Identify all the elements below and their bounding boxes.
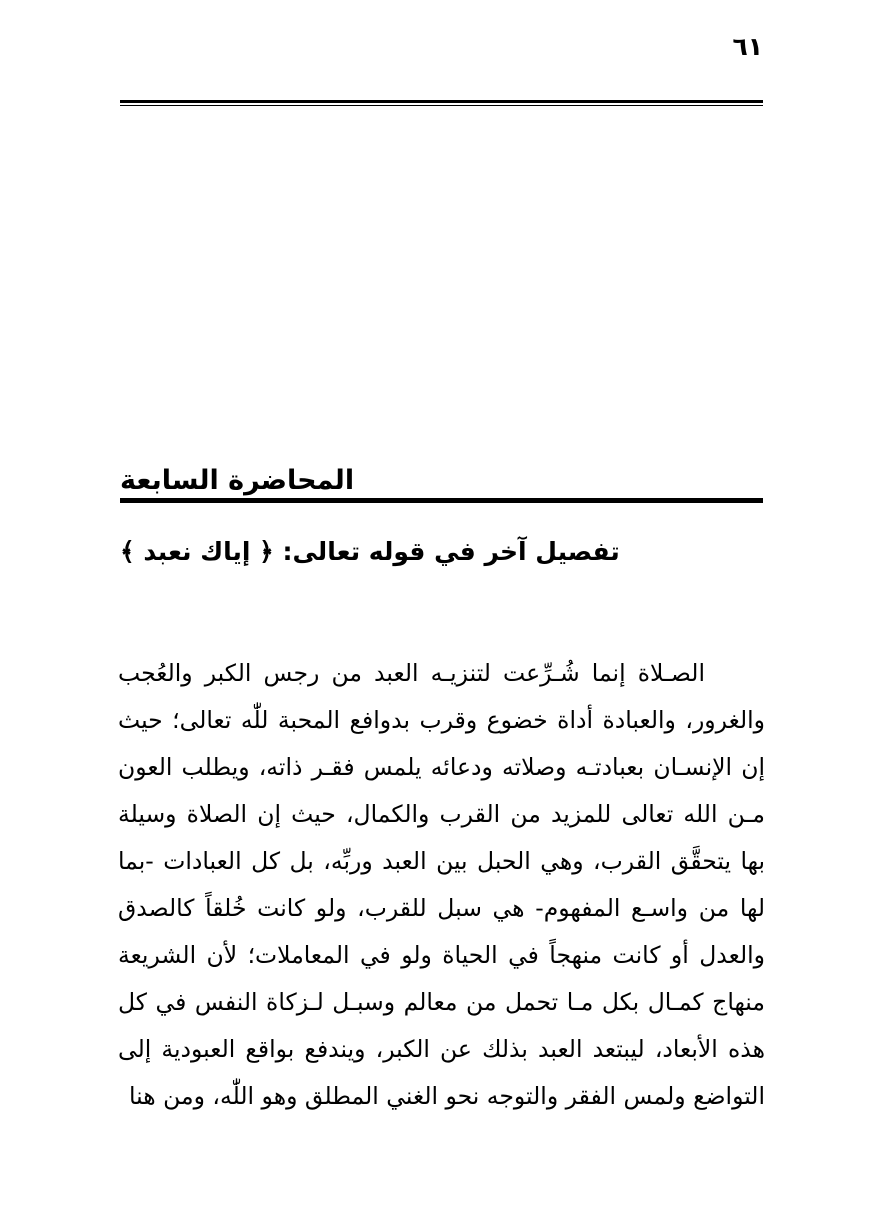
page-number: ٦١ bbox=[732, 32, 763, 61]
body-text bbox=[118, 650, 765, 1120]
header-divider bbox=[120, 100, 763, 106]
lecture-heading-block bbox=[120, 466, 763, 569]
lecture-subtitle: تفصيل آخر في قوله تعالى: ﴿ إياك نعبد ﴾ bbox=[120, 537, 620, 566]
body-paragraph: الصـلاة إنما شُـرِّعت لتنزيـه العبد من رجس الكبر والعُجب والغرور، والعبادة أداة خضوع وقرب بدوافع المحبة للّٰه تعالى؛ حيث إن الإنسـان بعبادتـه وصلاته ودعائه يلمس فقـر ذاته، ويطلب العون مـن الله تعالى للمزيد من القرب والكمال، حيث إن الصلاة وسيلة بها يتحقَّق القرب، وهي الحبل بين العبد وربِّه، بل كل العبادات -بما لها من واسـع المفهوم- هي سبل للقرب، ولو كانت خُلقاً كالصدق والعدل أو كانت منهجاً في الحياة ولو في المعاملات؛ لأن الشريعة منهاج كمـال بكل مـا تحمل من معالم وسبـل لـزكاة النفس في كل هذه الأبعاد، ليبتعد العبد بذلك عن الكبر، ويندفع بواقع العبودية إلى التواضع ولمس الفقر والتوجه نحو الغني المطلق وهو اللّٰه، ومن هنا bbox=[118, 659, 765, 1110]
lecture-title-row bbox=[120, 466, 763, 512]
page-header bbox=[120, 34, 763, 104]
lecture-title: المحاضرة السابعة bbox=[120, 466, 763, 503]
